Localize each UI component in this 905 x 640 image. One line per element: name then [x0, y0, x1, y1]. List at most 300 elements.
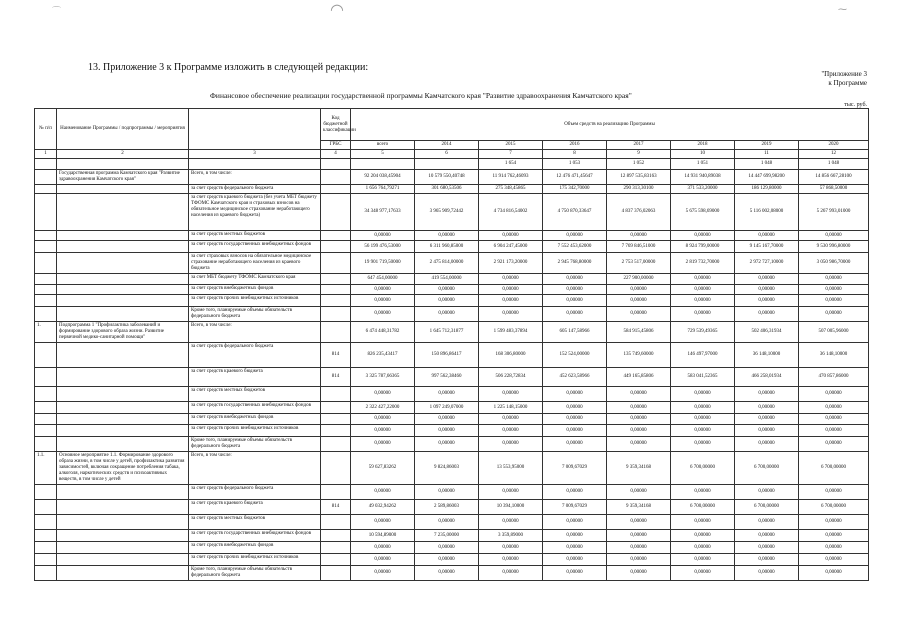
- row-value: 34 348 977,17633: [351, 194, 415, 231]
- row-value: 9 359,34168: [607, 452, 671, 485]
- row-number: [35, 566, 57, 581]
- row-code: 814: [321, 500, 351, 515]
- row-name: [57, 500, 189, 515]
- row-value: 0,00000: [799, 437, 869, 452]
- row-value: 0,00000: [671, 387, 735, 402]
- table-row: [35, 437, 869, 452]
- row-code: [321, 253, 351, 274]
- row-value: 0,00000: [351, 437, 415, 452]
- row-value: 2 475 814,00000: [415, 253, 479, 274]
- finance-table: [34, 108, 869, 581]
- row-source: за счет средств местных бюджетов: [189, 387, 321, 402]
- row-value: 168 306,80000: [479, 343, 543, 368]
- row-value: 0,00000: [799, 414, 869, 425]
- row-source: [189, 159, 321, 170]
- row-value: 826 235,43417: [351, 343, 415, 368]
- row-name: [57, 530, 189, 542]
- row-number: [35, 343, 57, 368]
- row-value: 0,00000: [671, 554, 735, 566]
- row-source: за счет средств внебюджетных фондов: [189, 285, 321, 295]
- row-value: 0,00000: [799, 425, 869, 437]
- row-value: 14 931 940,89038: [671, 170, 735, 185]
- row-value: 0,00000: [671, 231, 735, 241]
- row-value: 0,00000: [671, 295, 735, 307]
- row-source: за счет средств прочих внебюджетных источников: [189, 554, 321, 566]
- row-value: [415, 159, 479, 170]
- row-value: 2 972 727,10000: [735, 253, 799, 274]
- row-number: [35, 307, 57, 322]
- row-number: [35, 159, 57, 170]
- row-value: 6 700,00000: [735, 452, 799, 485]
- row-value: 371 533,20000: [671, 185, 735, 194]
- row-value: 0,00000: [735, 285, 799, 295]
- row-code: [321, 485, 351, 500]
- row-name: [57, 307, 189, 322]
- row-code: [321, 231, 351, 241]
- row-name: Основное мероприятие 1.1. Формирование здорового образа жизни, в том числе у детей, профилактика развития зависимостей, включая сокращение потребления табака, алкоголя, наркотических средств и психоактивных веществ, в том числе у детей: [57, 452, 189, 485]
- row-value: 0,00000: [415, 387, 479, 402]
- row-source: за счет средств государственных внебюджетных фондов: [189, 241, 321, 253]
- row-number: [35, 253, 57, 274]
- row-source: за счет средств местных бюджетов: [189, 231, 321, 241]
- row-value: 0,00000: [671, 402, 735, 414]
- header-year: 2014: [415, 141, 479, 150]
- row-number: [35, 402, 57, 414]
- scan-mark-right: ⁓: [838, 4, 847, 14]
- header-volume: Объем средств на реализацию Программы: [351, 109, 869, 141]
- row-value: 0,00000: [799, 542, 869, 554]
- row-code: [321, 274, 351, 285]
- header-year: 2020: [799, 141, 869, 150]
- row-code: [321, 194, 351, 231]
- header-year: 2019: [735, 141, 799, 150]
- row-value: 0,00000: [415, 285, 479, 295]
- row-value: 997 562,38460: [415, 368, 479, 387]
- row-code: [321, 402, 351, 414]
- row-value: 275 348,45865: [479, 185, 543, 194]
- table-row: [35, 542, 869, 554]
- table-row: [35, 530, 869, 542]
- row-value: 4 734 816,54002: [479, 194, 543, 231]
- table-row: [35, 285, 869, 295]
- row-value: 0,00000: [799, 307, 869, 322]
- row-value: 14 447 699,98200: [735, 170, 799, 185]
- row-value: 502 406,31934: [735, 322, 799, 343]
- row-value: 0,00000: [479, 387, 543, 402]
- row-value: 0,00000: [799, 402, 869, 414]
- row-value: 0,00000: [479, 554, 543, 566]
- row-value: 0,00000: [607, 437, 671, 452]
- row-value: 0,00000: [351, 542, 415, 554]
- row-name: [57, 515, 189, 530]
- row-source: Кроме того, планируемые объемы обязательств федерального бюджета: [189, 437, 321, 452]
- unit-label: тыс. руб.: [844, 102, 867, 108]
- row-value: 7 235,00000: [415, 530, 479, 542]
- row-value: 6 311 960,85000: [415, 241, 479, 253]
- row-number: [35, 554, 57, 566]
- row-value: 0,00000: [415, 295, 479, 307]
- header-column-number: 3: [189, 150, 321, 159]
- row-value: 152 524,00000: [543, 343, 607, 368]
- row-value: 0,00000: [543, 402, 607, 414]
- row-value: 0,00000: [543, 554, 607, 566]
- row-value: 0,00000: [543, 231, 607, 241]
- table-row: [35, 295, 869, 307]
- scan-mark-center: ◠: [330, 2, 344, 19]
- row-value: 4 750 870,33647: [543, 194, 607, 231]
- row-value: 1 051: [671, 159, 735, 170]
- row-value: 36 148,10000: [799, 343, 869, 368]
- row-value: 0,00000: [735, 437, 799, 452]
- row-value: 0,00000: [415, 437, 479, 452]
- appendix-label: "Приложение 3: [821, 70, 867, 78]
- row-value: 0,00000: [351, 515, 415, 530]
- row-value: 0,00000: [479, 425, 543, 437]
- row-value: 175 342,70000: [543, 185, 607, 194]
- row-name: [57, 295, 189, 307]
- row-value: 9 359,34168: [607, 500, 671, 515]
- row-value: 0,00000: [415, 542, 479, 554]
- table-row: [35, 185, 869, 194]
- row-name: [57, 387, 189, 402]
- row-name: [57, 425, 189, 437]
- row-value: 135 749,60000: [607, 343, 671, 368]
- header-column-number: 11: [735, 150, 799, 159]
- table-row: [35, 368, 869, 387]
- row-value: 0,00000: [799, 554, 869, 566]
- row-value: 0,00000: [351, 554, 415, 566]
- table-row: [35, 387, 869, 402]
- row-value: 6 700,00000: [799, 500, 869, 515]
- row-value: 5 116 002,08000: [735, 194, 799, 231]
- table-row: [35, 485, 869, 500]
- row-name: [57, 231, 189, 241]
- row-value: 0,00000: [735, 542, 799, 554]
- row-value: 7 009,67029: [543, 500, 607, 515]
- row-value: 0,00000: [607, 414, 671, 425]
- row-source: за счет средств краевого бюджета: [189, 368, 321, 387]
- row-value: 0,00000: [479, 307, 543, 322]
- row-value: 0,00000: [607, 485, 671, 500]
- row-value: 10 594,89000: [351, 530, 415, 542]
- row-value: 647 454,00000: [351, 274, 415, 285]
- table-row: [35, 425, 869, 437]
- row-name: Подпрограмма 1 "Профилактика заболеваний и формирование здорового образа жизни. Развитие первичной медико-санитарной помощи": [57, 322, 189, 343]
- row-source: за счет средств внебюджетных фондов: [189, 542, 321, 554]
- row-value: 6 474 448,31782: [351, 322, 415, 343]
- row-value: 0,00000: [543, 542, 607, 554]
- row-value: 0,00000: [543, 566, 607, 581]
- row-number: [35, 285, 57, 295]
- table-row: [35, 241, 869, 253]
- intro-text: 13. Приложение 3 к Программе изложить в следующей редакции:: [88, 62, 369, 73]
- header-year: 2017: [607, 141, 671, 150]
- header-column-number: 5: [351, 150, 415, 159]
- header-column-number: 6: [415, 150, 479, 159]
- row-value: 470 857,86000: [799, 368, 869, 387]
- row-source: за счет средств прочих внебюджетных источников: [189, 295, 321, 307]
- row-value: 1 097 249,07000: [415, 402, 479, 414]
- row-value: 6 700,00000: [735, 500, 799, 515]
- row-value: 0,00000: [415, 515, 479, 530]
- row-source: Всего, в том числе:: [189, 452, 321, 485]
- header-name: Наименование Программы / подпрограммы / мероприятия: [57, 109, 189, 150]
- row-value: 57 868,50000: [799, 185, 869, 194]
- row-value: 0,00000: [799, 285, 869, 295]
- row-value: 0,00000: [351, 231, 415, 241]
- row-name: [57, 159, 189, 170]
- row-name: [57, 241, 189, 253]
- row-value: 0,00000: [671, 425, 735, 437]
- row-number: [35, 185, 57, 194]
- row-code: 814: [321, 343, 351, 368]
- row-name: [57, 274, 189, 285]
- row-number: [35, 241, 57, 253]
- row-value: 3 359,89000: [479, 530, 543, 542]
- row-value: 0,00000: [607, 515, 671, 530]
- row-value: 0,00000: [543, 437, 607, 452]
- row-value: 6 700,00000: [799, 452, 869, 485]
- row-value: 0,00000: [351, 295, 415, 307]
- row-value: 0,00000: [351, 414, 415, 425]
- row-value: 0,00000: [799, 485, 869, 500]
- row-value: 0,00000: [735, 515, 799, 530]
- row-value: 227 900,00000: [607, 274, 671, 285]
- row-value: 0,00000: [671, 307, 735, 322]
- row-value: 8 924 799,00000: [671, 241, 735, 253]
- row-value: 19 901 719,50000: [351, 253, 415, 274]
- row-name: [57, 368, 189, 387]
- row-name: [57, 554, 189, 566]
- row-value: 0,00000: [735, 295, 799, 307]
- row-value: 0,00000: [543, 485, 607, 500]
- row-name: [57, 194, 189, 231]
- table-row: [35, 452, 869, 485]
- table-row: [35, 322, 869, 343]
- row-value: 0,00000: [735, 485, 799, 500]
- row-value: 1 048: [799, 159, 869, 170]
- row-name: [57, 485, 189, 500]
- row-code: [321, 285, 351, 295]
- row-value: 14 856 667,28100: [799, 170, 869, 185]
- header-year: 2018: [671, 141, 735, 150]
- row-value: 0,00000: [479, 437, 543, 452]
- row-value: 449 165,85806: [607, 368, 671, 387]
- row-value: 0,00000: [735, 274, 799, 285]
- row-name: Государственная программа Камчатского края "Развитие здравоохранения Камчатского края": [57, 170, 189, 185]
- row-code: [321, 414, 351, 425]
- row-name: [57, 343, 189, 368]
- row-code: [321, 566, 351, 581]
- row-code: [321, 425, 351, 437]
- row-value: 3 050 986,70000: [799, 253, 869, 274]
- row-source: за счет средств местных бюджетов: [189, 515, 321, 530]
- row-value: 466 258,01934: [735, 368, 799, 387]
- row-value: 0,00000: [671, 437, 735, 452]
- row-value: 0,00000: [735, 414, 799, 425]
- row-number: [35, 485, 57, 500]
- row-value: 0,00000: [479, 485, 543, 500]
- row-source: за счет средств государственных внебюджетных фондов: [189, 402, 321, 414]
- row-value: 2 921 173,20000: [479, 253, 543, 274]
- row-value: 0,00000: [351, 387, 415, 402]
- header-source: [189, 109, 321, 150]
- row-value: 0,00000: [735, 231, 799, 241]
- row-source: Всего, в том числе:: [189, 322, 321, 343]
- row-value: 0,00000: [735, 402, 799, 414]
- row-number: [35, 437, 57, 452]
- table-row: [35, 253, 869, 274]
- row-number: [35, 274, 57, 285]
- row-value: 2 945 768,80000: [543, 253, 607, 274]
- header-column-number: 12: [799, 150, 869, 159]
- row-source: за счет средств внебюджетных фондов: [189, 414, 321, 425]
- header-year: всего: [351, 141, 415, 150]
- row-value: 0,00000: [479, 566, 543, 581]
- row-value: 0,00000: [671, 542, 735, 554]
- row-value: 0,00000: [607, 425, 671, 437]
- row-number: [35, 530, 57, 542]
- row-value: [351, 159, 415, 170]
- row-code: [321, 295, 351, 307]
- row-value: 186 129,80000: [735, 185, 799, 194]
- row-code: [321, 159, 351, 170]
- table-row: [35, 414, 869, 425]
- row-value: 0,00000: [735, 307, 799, 322]
- row-name: [57, 185, 189, 194]
- row-value: 0,00000: [607, 542, 671, 554]
- row-code: [321, 322, 351, 343]
- header-column-number: 4: [321, 150, 351, 159]
- row-value: 0,00000: [671, 566, 735, 581]
- header-column-number: 1: [35, 150, 57, 159]
- row-code: [321, 554, 351, 566]
- header-year: 2016: [543, 141, 607, 150]
- row-value: 0,00000: [415, 414, 479, 425]
- row-value: 0,00000: [607, 566, 671, 581]
- header-column-number: 10: [671, 150, 735, 159]
- row-value: 4 837 376,02063: [607, 194, 671, 231]
- table-row: [35, 231, 869, 241]
- row-name: [57, 253, 189, 274]
- row-number: [35, 542, 57, 554]
- row-value: 0,00000: [543, 530, 607, 542]
- row-value: 0,00000: [543, 414, 607, 425]
- row-value: 0,00000: [607, 387, 671, 402]
- row-value: 0,00000: [671, 530, 735, 542]
- row-value: 0,00000: [735, 425, 799, 437]
- row-value: 0,00000: [543, 425, 607, 437]
- row-code: [321, 542, 351, 554]
- appendix-label-2: к Программе: [828, 79, 867, 87]
- row-value: 0,00000: [415, 425, 479, 437]
- row-value: 0,00000: [671, 485, 735, 500]
- row-value: 0,00000: [479, 515, 543, 530]
- row-value: 6 700,00000: [671, 452, 735, 485]
- document-title: Финансовое обеспечение реализации государственной программы Камчатского края "Развитие здравоохранения Камчатского края": [210, 91, 632, 100]
- row-value: 0,00000: [735, 530, 799, 542]
- row-value: 12 476 471,45647: [543, 170, 607, 185]
- row-value: 1 052: [607, 159, 671, 170]
- row-value: 0,00000: [543, 274, 607, 285]
- row-value: 0,00000: [543, 515, 607, 530]
- row-value: 6 700,00000: [671, 500, 735, 515]
- row-value: 2 322 427,22000: [351, 402, 415, 414]
- row-value: 1 225 148,15000: [479, 402, 543, 414]
- row-number: [35, 170, 57, 185]
- row-value: 0,00000: [799, 515, 869, 530]
- row-value: 0,00000: [479, 231, 543, 241]
- table-row: [35, 170, 869, 185]
- row-value: 12 897 535,83163: [607, 170, 671, 185]
- row-source: за счет средств краевого бюджета: [189, 500, 321, 515]
- row-value: 0,00000: [799, 530, 869, 542]
- row-number: [35, 231, 57, 241]
- row-name: [57, 285, 189, 295]
- row-value: 452 623,58966: [543, 368, 607, 387]
- row-value: 92 204 038,45904: [351, 170, 415, 185]
- row-value: 1 645 712,31877: [415, 322, 479, 343]
- row-value: 3 965 909,72442: [415, 194, 479, 231]
- row-value: 0,00000: [415, 566, 479, 581]
- row-number: [35, 368, 57, 387]
- row-source: за счет средств федерального бюджета: [189, 185, 321, 194]
- row-value: 0,00000: [799, 387, 869, 402]
- row-value: 0,00000: [671, 515, 735, 530]
- row-value: 9 530 996,80000: [799, 241, 869, 253]
- row-value: 0,00000: [799, 274, 869, 285]
- row-source: за счет МБТ бюджету ТФОМС Камчатского края: [189, 274, 321, 285]
- row-value: 0,00000: [479, 274, 543, 285]
- row-code: 814: [321, 368, 351, 387]
- row-value: 583 041,52365: [671, 368, 735, 387]
- row-source: за счет средств государственных внебюджетных фондов: [189, 530, 321, 542]
- row-number: [35, 414, 57, 425]
- row-value: 0,00000: [415, 554, 479, 566]
- row-code: [321, 241, 351, 253]
- row-name: [57, 542, 189, 554]
- header-column-number: 2: [57, 150, 189, 159]
- row-value: 56 199 476,53000: [351, 241, 415, 253]
- row-code: [321, 185, 351, 194]
- row-value: 1 599 483,37894: [479, 322, 543, 343]
- row-name: [57, 437, 189, 452]
- row-value: 584 915,45806: [607, 322, 671, 343]
- row-code: [321, 307, 351, 322]
- row-value: 0,00000: [479, 542, 543, 554]
- row-value: 3 325 787,66365: [351, 368, 415, 387]
- row-value: 507 005,96000: [799, 322, 869, 343]
- header-code: Код бюджетной классификации: [321, 109, 351, 141]
- row-code: [321, 170, 351, 185]
- header-column-number: 7: [479, 150, 543, 159]
- row-value: 0,00000: [735, 566, 799, 581]
- row-code: [321, 437, 351, 452]
- row-value: 150 896,86417: [415, 343, 479, 368]
- table-row: [35, 307, 869, 322]
- row-value: 0,00000: [415, 231, 479, 241]
- row-value: 0,00000: [351, 425, 415, 437]
- row-name: [57, 402, 189, 414]
- row-value: 605 147,58966: [543, 322, 607, 343]
- row-code: [321, 515, 351, 530]
- row-value: 0,00000: [479, 285, 543, 295]
- row-number: [35, 387, 57, 402]
- row-number: [35, 500, 57, 515]
- row-value: 1 048: [735, 159, 799, 170]
- row-value: 0,00000: [479, 414, 543, 425]
- row-value: 146 497,97000: [671, 343, 735, 368]
